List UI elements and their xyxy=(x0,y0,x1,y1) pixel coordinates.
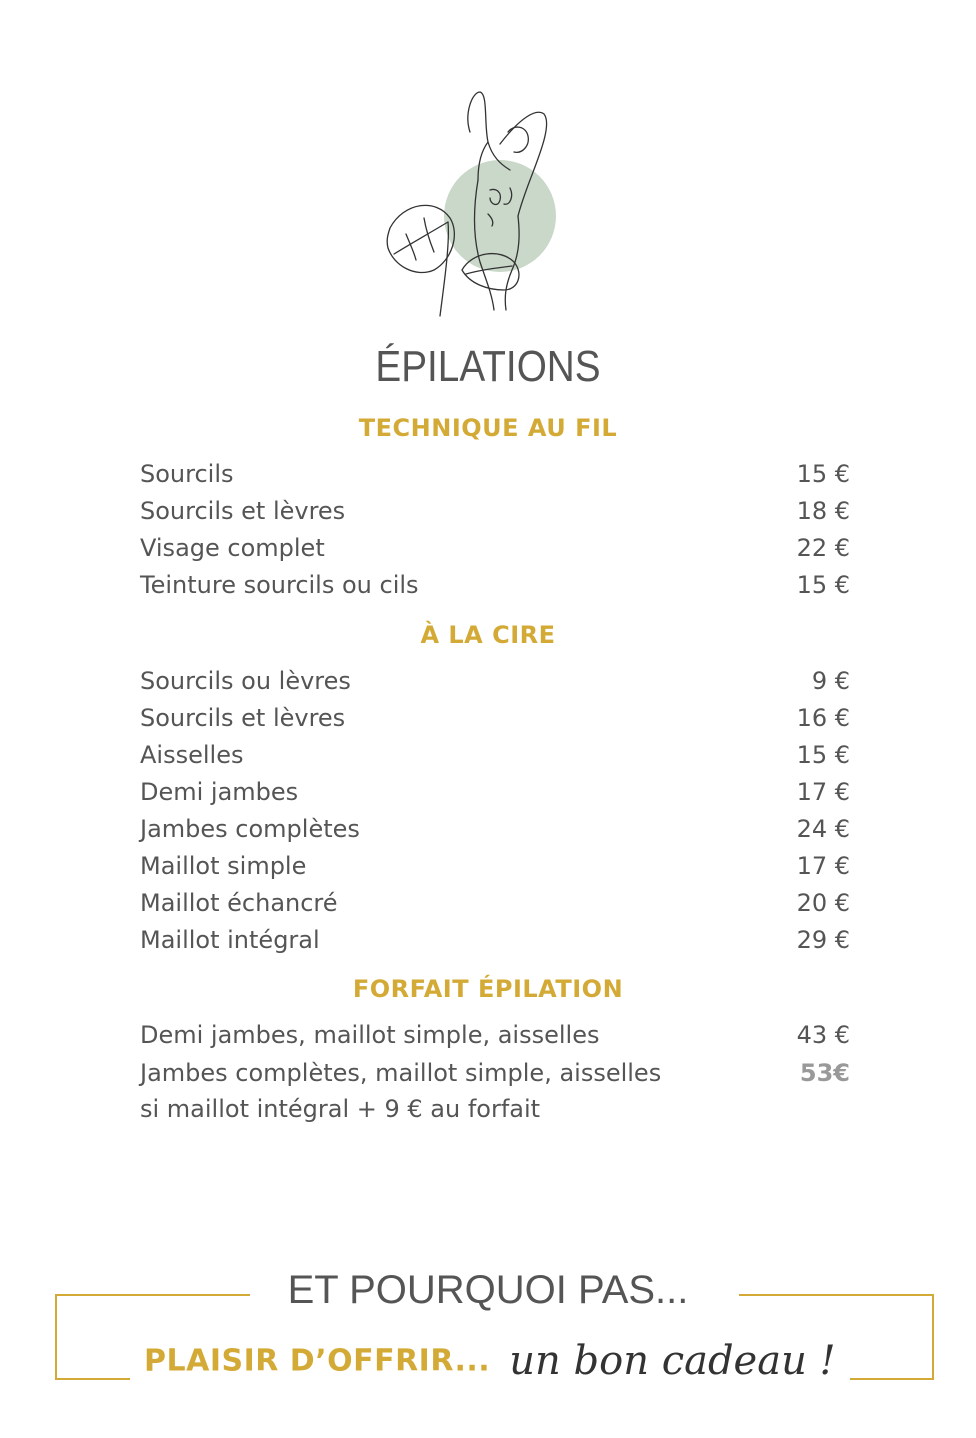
list-item xyxy=(140,848,850,884)
service-name: Teinture sourcils ou cils xyxy=(140,571,419,599)
section-heading-technique-au-fil: TECHNIQUE AU FIL xyxy=(358,414,618,442)
list-item xyxy=(140,456,850,492)
service-price: 53€ xyxy=(799,1059,850,1087)
service-price: 24 € xyxy=(796,815,850,843)
woman-line-art-icon xyxy=(360,84,580,324)
service-price: 9 € xyxy=(811,667,850,695)
service-price: 43 € xyxy=(796,1021,850,1049)
service-price: 18 € xyxy=(796,497,850,525)
service-name: Maillot intégral xyxy=(140,926,320,954)
service-price: 15 € xyxy=(796,460,850,488)
service-price: 15 € xyxy=(796,571,850,599)
footer-heading: ET POURQUOI PAS... xyxy=(287,1268,689,1312)
list-item xyxy=(140,567,850,603)
list-item xyxy=(140,885,850,921)
service-name: Sourcils ou lèvres xyxy=(140,667,351,695)
gift-card-script-text: un bon cadeau ! xyxy=(509,1338,836,1384)
gift-offer-text: PLAISIR D’OFFRIR... xyxy=(144,1343,491,1379)
list-item xyxy=(140,663,850,699)
service-name: Aisselles xyxy=(140,741,244,769)
list-item xyxy=(140,737,850,773)
forfait-note: si maillot intégral + 9 € au forfait xyxy=(140,1095,541,1123)
service-name: Sourcils et lèvres xyxy=(140,704,346,732)
list-item xyxy=(140,1017,850,1053)
service-price: 16 € xyxy=(796,704,850,732)
list-item xyxy=(140,700,850,736)
service-price: 20 € xyxy=(796,889,850,917)
service-name: Sourcils xyxy=(140,460,234,488)
list-item xyxy=(140,774,850,810)
page-title: ÉPILATIONS xyxy=(375,342,601,391)
service-price: 15 € xyxy=(796,741,850,769)
service-name: Jambes complètes xyxy=(140,815,360,843)
section-heading-forfait-epilation: FORFAIT ÉPILATION xyxy=(352,975,624,1003)
service-name: Jambes complètes, maillot simple, aisselles xyxy=(140,1059,662,1087)
service-price: 29 € xyxy=(796,926,850,954)
service-name: Visage complet xyxy=(140,534,325,562)
service-name: Maillot simple xyxy=(140,852,307,880)
list-item xyxy=(140,493,850,529)
list-item xyxy=(140,530,850,566)
service-price: 17 € xyxy=(796,852,850,880)
service-name: Demi jambes xyxy=(140,778,299,806)
gift-card-line xyxy=(130,1338,850,1408)
service-price: 22 € xyxy=(796,534,850,562)
section-heading-a-la-cire: À LA CIRE xyxy=(420,621,556,649)
list-item xyxy=(140,1055,850,1091)
list-item xyxy=(140,922,850,958)
list-item xyxy=(140,811,850,847)
service-name: Sourcils et lèvres xyxy=(140,497,346,525)
service-name: Demi jambes, maillot simple, aisselles xyxy=(140,1021,600,1049)
service-name: Maillot échancré xyxy=(140,889,338,917)
service-price: 17 € xyxy=(796,778,850,806)
